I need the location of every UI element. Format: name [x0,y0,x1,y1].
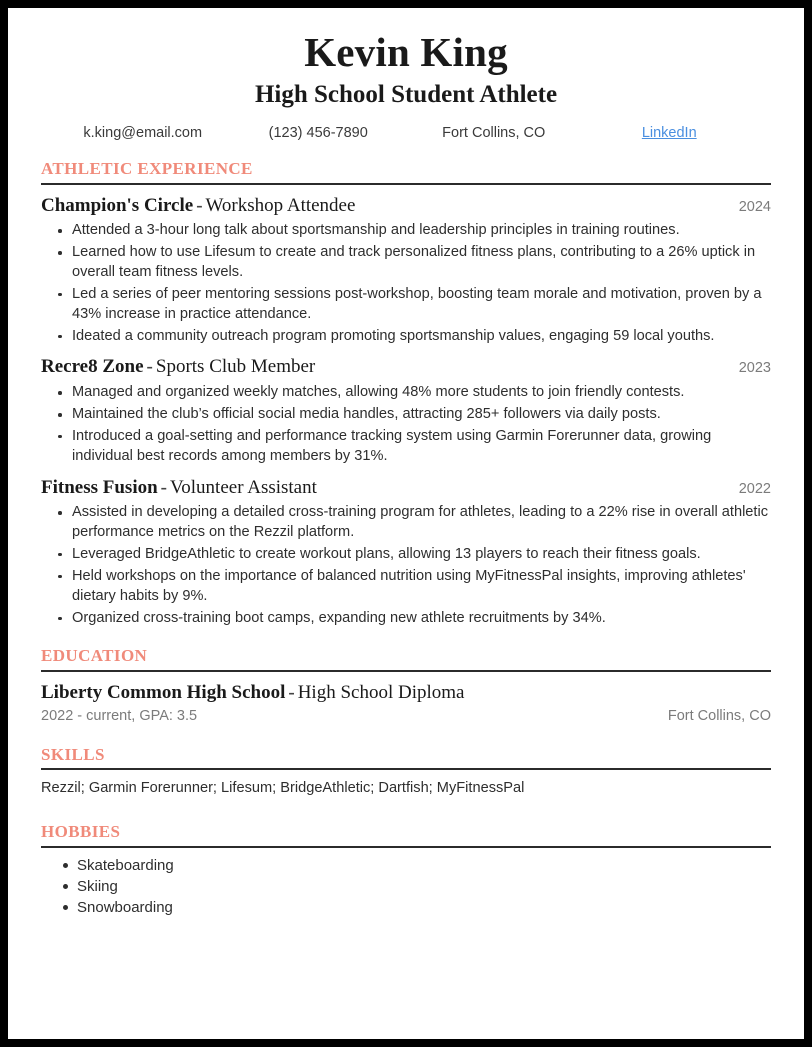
entry-heading [41,476,317,500]
entry-role: High School Diploma [297,682,465,704]
bullet-item: Introduced a goal-setting and performance tracking system using Garmin Forerunner data, growing individual best records among members by 31%. [41,427,771,467]
section-skills [41,746,771,799]
entry-bullet-list [41,383,771,466]
education-location: Fort Collins, CO [667,707,771,724]
skills-list: Rezzil; Garmin Forerunner; Lifesum; BridgeAthletic; Dartfish; MyFitnessPal [41,780,525,797]
list-item: Skateboarding [41,855,771,876]
section-hobbies [41,823,771,919]
contact-row [41,125,771,141]
entry-date: 2023 [738,360,771,377]
section-title-hobbies: HOBBIES [41,821,121,841]
bullet-item: Learned how to use Lifesum to create and track personalized fitness plans, contributing to a 26% uptick in overall team fitness levels. [41,243,771,283]
section-education [41,647,771,723]
section-divider [41,846,771,848]
contact-location: Fort Collins, CO [442,124,546,141]
education-meta [41,708,771,724]
bullet-item: Organized cross-training boot camps, expanding new athlete recruitments by 34%. [41,609,771,629]
entry-role: Workshop Attendee [205,194,356,216]
contact-phone[interactable]: (123) 456-7890 [268,124,368,141]
section-title-skills: SKILLS [41,744,105,764]
section-divider [41,670,771,672]
entry-separator: - [160,476,167,498]
entry-heading [41,355,315,379]
entry-header [41,681,771,705]
section-title-experience: ATHLETIC EXPERIENCE [41,158,253,178]
entry-separator: - [288,682,295,704]
bullet-item: Assisted in developing a detailed cross-training program for athletes, leading to a 22% rise in overall athletic performance metrics on the Rezzil platform. [41,503,771,543]
education-entry [41,681,771,724]
entry-organization: Liberty Common High School [41,682,286,704]
entry-date: 2024 [738,198,771,215]
list-item: Snowboarding [41,897,771,918]
resume-content [8,8,804,918]
contact-email[interactable]: k.king@email.com [83,124,203,141]
section-title-education: EDUCATION [41,646,148,666]
education-dates-gpa: 2022 - current, GPA: 3.5 [41,707,198,724]
entry-heading [41,681,464,705]
entry-organization: Fitness Fusion [41,476,158,498]
entry-organization: Recre8 Zone [41,356,144,378]
bullet-item: Held workshops on the importance of balanced nutrition using MyFitnessPal insights, improving athletes' dietary habits by 9%. [41,567,771,607]
experience-entry [41,355,771,466]
entry-separator: - [146,356,153,378]
entry-date: 2022 [738,480,771,497]
entry-heading [41,194,355,218]
resume-header [41,30,771,141]
entry-header [41,476,771,500]
entry-bullet-list [41,221,771,346]
candidate-name: Kevin King [304,29,508,75]
entry-separator: - [196,194,203,216]
bullet-item: Maintained the club’s official social media handles, attracting 285+ followers via daily posts. [41,405,771,425]
list-item: Skiing [41,876,771,897]
section-athletic-experience [41,160,771,628]
contact-linkedin-link[interactable]: LinkedIn [641,124,697,141]
candidate-headline: High School Student Athlete [254,80,558,108]
experience-entry [41,194,771,347]
entry-bullet-list [41,503,771,628]
entry-role: Volunteer Assistant [170,476,317,498]
bullet-item: Managed and organized weekly matches, allowing 48% more students to join friendly contests. [41,383,771,403]
section-divider [41,183,771,185]
entry-header [41,355,771,379]
entry-role: Sports Club Member [155,356,316,378]
bullet-item: Ideated a community outreach program promoting sportsmanship values, engaging 59 local youths. [41,327,771,347]
bullet-item: Led a series of peer mentoring sessions post-workshop, boosting team morale and motivation, proven by a 43% increase in practice attendance. [41,285,771,325]
resume-page [8,8,804,1039]
section-divider [41,768,771,770]
hobbies-list [41,855,771,919]
bullet-item: Attended a 3-hour long talk about sportsmanship and leadership principles in training routines. [41,221,771,241]
entry-header [41,194,771,218]
bullet-item: Leveraged BridgeAthletic to create workout plans, allowing 13 players to reach their fitness goals. [41,545,771,565]
experience-entry [41,476,771,629]
entry-organization: Champion's Circle [41,194,194,216]
